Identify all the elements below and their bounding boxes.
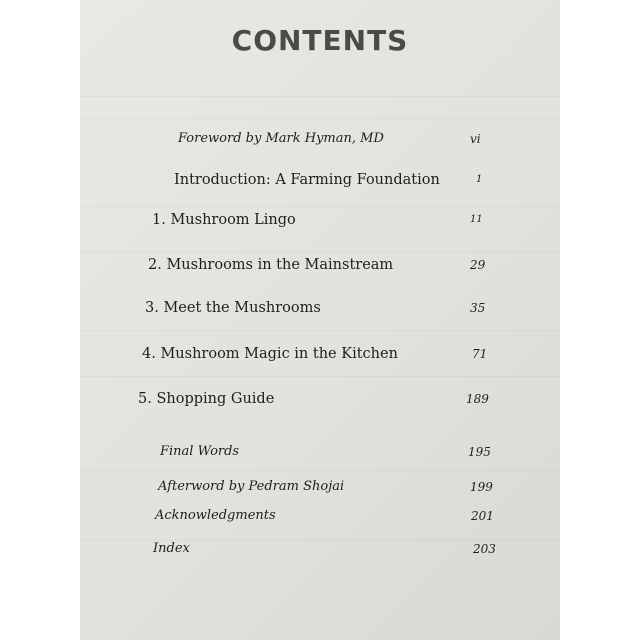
toc-entry-label: 5. Shopping Guide: [138, 391, 275, 407]
toc-entry-afterword: [80, 475, 560, 499]
toc-entry-page: 29: [470, 258, 486, 272]
bleed-through-line: [80, 96, 560, 97]
toc-entry-introduction: [80, 168, 560, 192]
page-title: CONTENTS: [231, 24, 409, 57]
toc-entry-page: 35: [470, 301, 486, 315]
toc-entry-page: 199: [470, 480, 493, 494]
toc-entry-page: 71: [472, 347, 488, 361]
toc-entry-page: 195: [468, 445, 491, 459]
bleed-through-line: [80, 330, 560, 331]
toc-entry-label: 2. Mushrooms in the Mainstream: [148, 257, 394, 273]
toc-entry-foreword: [80, 127, 560, 151]
toc-entry-chapter-4: [80, 342, 560, 366]
toc-entry-label: 4. Mushroom Magic in the Kitchen: [142, 346, 398, 362]
bleed-through-line: [80, 118, 560, 119]
bleed-through-line: [80, 376, 560, 377]
toc-entry-final-words: [80, 440, 560, 464]
toc-entry-page: 189: [466, 392, 489, 406]
toc-entry-page: 201: [471, 509, 494, 523]
toc-entry-chapter-1: [80, 208, 560, 232]
toc-entry-label: 1. Mushroom Lingo: [152, 212, 296, 228]
toc-entry-index: [80, 537, 560, 561]
toc-entry-label: Index: [153, 541, 190, 556]
book-page: [80, 0, 560, 640]
toc-entry-chapter-3: [80, 296, 560, 320]
toc-entry-acknowledgments: [80, 504, 560, 528]
toc-entry-label: Introduction: A Farming Foundation: [174, 172, 440, 188]
toc-entry-chapter-2: [80, 253, 560, 277]
toc-entry-label: Afterword by Pedram Shojai: [158, 479, 345, 494]
bleed-through-line: [80, 470, 560, 471]
toc-entry-page: 11: [470, 214, 483, 225]
toc-entry-page: 203: [473, 542, 496, 556]
toc-entry-page: vi: [470, 132, 481, 146]
toc-entry-chapter-5: [80, 387, 560, 411]
toc-entry-label: Final Words: [160, 444, 240, 459]
toc-entry-label: Acknowledgments: [155, 508, 276, 523]
toc-entry-label: Foreword by Mark Hyman, MD: [178, 131, 384, 146]
toc-entry-label: 3. Meet the Mushrooms: [145, 300, 321, 316]
bleed-through-line: [80, 206, 560, 207]
toc-entry-page: 1: [476, 174, 483, 185]
